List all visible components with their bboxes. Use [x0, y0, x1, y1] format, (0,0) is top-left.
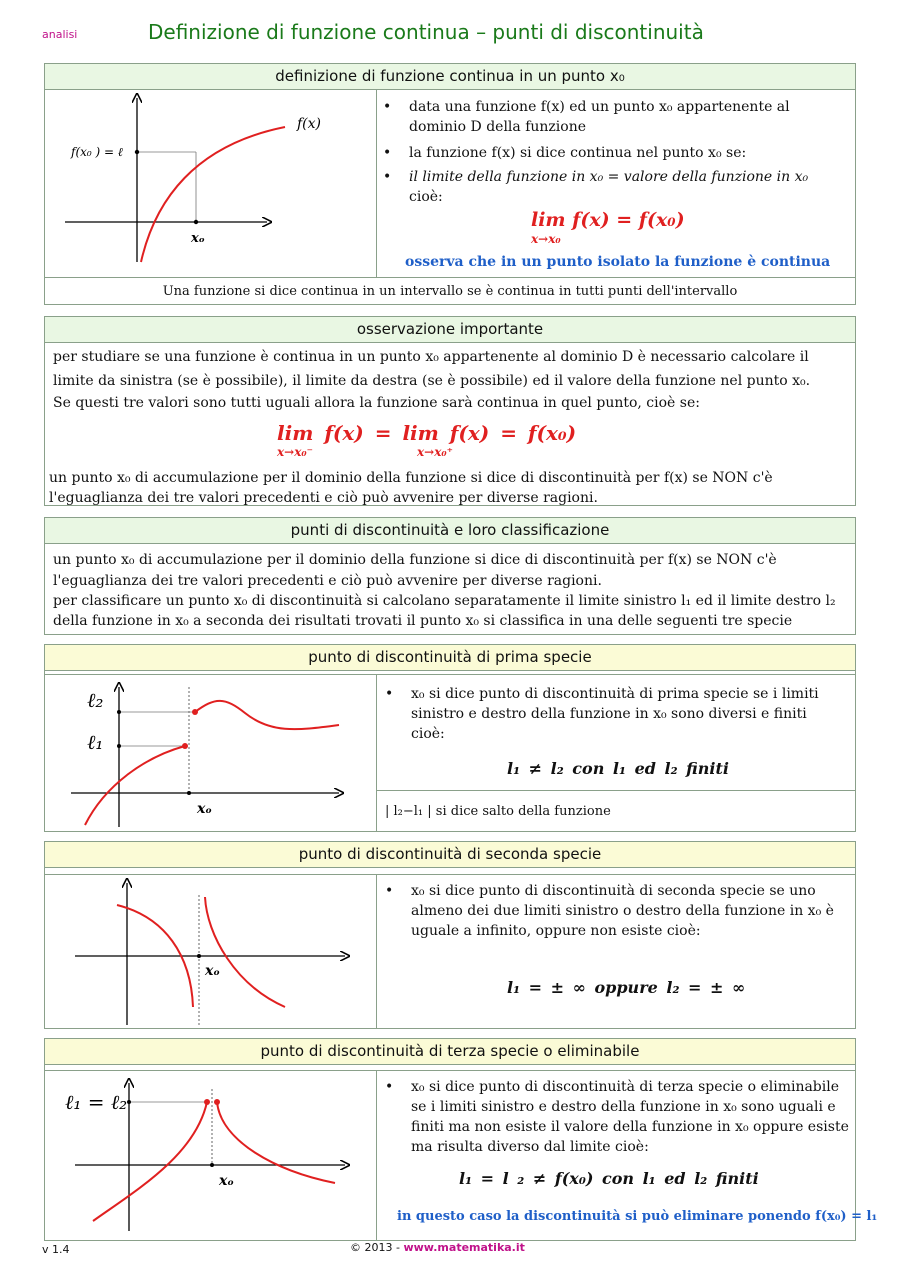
page-title: Definizione di funzione continua – punti di discontinuità: [148, 20, 704, 44]
l-label: ℓ₁ = ℓ₂: [65, 1090, 128, 1114]
bullet-1: • data una funzione f(x) ed un punto x₀ appartenente al dominio D della funzione: [409, 97, 790, 137]
observation-line-5: l'eguaglianza dei tre valori precedenti e ciò può avvenire per diverse ragioni.: [49, 490, 598, 506]
third-kind-bullet: • x₀ si dice punto di discontinuità di terza specie o eliminabile se i limiti sinistro e destro della funzione in x₀ sono uguali e finiti ma non esiste il valore della funzione in x₀ oppure esiste ma risulta diverso dal limite cioè:: [411, 1077, 849, 1157]
fx0-label: f(x₀ ) = ℓ: [71, 145, 123, 159]
function-curve: [141, 127, 285, 262]
observation-line-1: per studiare se una funzione è continua in un punto x₀ appartenente al dominio D è necessario calcolare il: [53, 349, 809, 365]
fx-label: f(x): [297, 116, 322, 132]
first-kind-bullet: • x₀ si dice punto di discontinuità di prima specie se i limiti sinistro e destro della funzione in x₀ sono diversi e finiti cioè:: [411, 684, 819, 744]
section-title: osservazione importante: [45, 317, 855, 343]
eliminable-note: in questo caso la discontinuità si può eliminare ponendo f(x₀) = l₁: [397, 1209, 878, 1224]
continuity-graph: [45, 90, 375, 276]
section-classification: [44, 517, 856, 635]
header-tag: analisi: [42, 28, 78, 41]
classification-line-2: l'eguaglianza dei tre valori precedenti e ciò può avvenire per diverse ragioni.: [53, 573, 602, 589]
second-kind-bullet: • x₀ si dice punto di discontinuità di seconda specie se uno almeno dei due limiti sinistro o destro della funzione in x₀ è uguale a infinito, oppure non esiste cioè:: [411, 881, 834, 941]
observation-line-4: un punto x₀ di accumulazione per il dominio della funzione si dice di discontinuità per f(x) se NON c'è: [49, 470, 773, 486]
second-kind-graph: [45, 875, 375, 1029]
section-continuity-definition: [44, 63, 856, 305]
right-branch: [217, 1102, 335, 1183]
continuity-formula: lim f(x) = f(x₀): [531, 209, 685, 231]
second-kind-formula: l₁ = ± ∞ oppure l₂ = ± ∞: [507, 978, 746, 997]
l1-label: ℓ₁: [87, 730, 104, 754]
bullet-2: • la funzione f(x) si dice continua nel punto x₀ se:: [409, 143, 746, 163]
site-link[interactable]: www.matematika.it: [403, 1241, 525, 1254]
x0-label: xₒ: [205, 963, 220, 979]
classification-line-4: della funzione in x₀ a seconda dei risultati trovati il punto x₀ si classifica in una delle seguenti tre specie: [53, 613, 793, 629]
left-branch: [85, 746, 185, 825]
third-kind-graph: [45, 1071, 375, 1241]
observation-line-2: limite da sinistra (se è possibile), il limite da destra (se è possibile) ed il valore della funzione nel punto x₀.: [53, 373, 811, 389]
section-title: punto di discontinuità di prima specie: [45, 645, 855, 671]
section-title: definizione di funzione continua in un punto x₀: [45, 64, 855, 90]
version-label: v 1.4: [42, 1243, 70, 1256]
jump-note: | l₂−l₁ | si dice salto della funzione: [385, 804, 611, 819]
classification-line-1: un punto x₀ di accumulazione per il dominio della funzione si dice di discontinuità per f(x) se NON c'è: [53, 552, 777, 568]
left-limit-sub: x→x₀⁻: [277, 445, 313, 459]
right-branch: [205, 897, 285, 1007]
first-kind-graph: [45, 675, 375, 831]
classification-line-3: per classificare un punto x₀ di discontinuità si calcolano separatamente il limite sinistro l₁ ed il limite destro l₂: [53, 593, 836, 609]
section-title: punti di discontinuità e loro classificazione: [45, 518, 855, 544]
limits-equality-formula: lim f(x) = lim f(x) = f(x₀): [277, 421, 577, 445]
x0-label: xₒ: [191, 231, 205, 246]
section-second-kind: [44, 841, 856, 1029]
third-kind-formula: l₁ = l ₂ ≠ f(x₀) con l₁ ed l₂ finiti: [459, 1169, 759, 1188]
x0-label: xₒ: [197, 801, 212, 817]
section-first-kind: [44, 644, 856, 832]
right-limit-sub: x→x₀⁺: [417, 445, 453, 459]
bullet-3: • il limite della funzione in x₀ = valore della funzione in x₀ cioè:: [409, 167, 808, 207]
isolated-point-note: osserva che in un punto isolato la funzione è continua: [405, 254, 831, 270]
first-kind-formula: l₁ ≠ l₂ con l₁ ed l₂ finiti: [507, 759, 729, 778]
x0-label: xₒ: [219, 1173, 234, 1189]
section-third-kind: [44, 1038, 878, 1241]
section-important-observation: [44, 316, 856, 506]
left-branch: [93, 1102, 207, 1221]
interval-continuity-note: Una funzione si dice continua in un intervallo se è continua in tutti punti dell'intervallo: [162, 284, 738, 299]
copyright: © 2013 - www.matematika.it: [350, 1241, 525, 1254]
observation-line-3: Se questi tre valori sono tutti uguali allora la funzione sarà continua in quel punto, cioè se:: [53, 395, 700, 411]
l2-label: ℓ₂: [87, 688, 104, 712]
section-title: punto di discontinuità di terza specie o eliminabile: [45, 1039, 855, 1065]
right-branch: [195, 701, 339, 729]
continuity-formula-sub: x→x₀: [531, 232, 561, 246]
section-title: punto di discontinuità di seconda specie: [45, 842, 855, 868]
